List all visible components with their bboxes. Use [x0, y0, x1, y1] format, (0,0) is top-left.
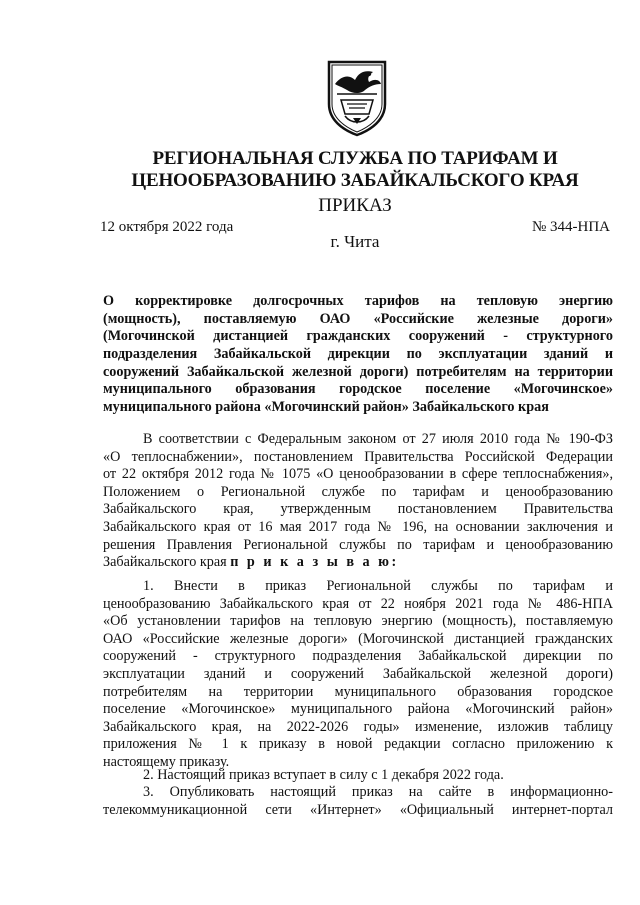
item1-line: настоящему приказу. [103, 753, 230, 770]
item1-line: Забайкальского края, на 2022-2026 годы» изменение, изложив таблицу [103, 718, 613, 735]
order-item-1 [103, 578, 613, 772]
item1-line: поселение «Могочинское» муниципального района «Могочинский район» [103, 701, 613, 718]
basis-line: решения Правления Региональной службы по тарифам и ценообразованию [103, 536, 613, 553]
subject-line: сооружений Забайкальской железной дороги) потребителям на территории [103, 363, 613, 380]
basis-line: Положением о Региональной службе по тарифам и ценообразованию [103, 483, 613, 500]
item1-line: ОАО «Российские железные дороги» (Могочинской дистанцией гражданских [103, 630, 613, 647]
subject-line: О корректировке долгосрочных тарифов на тепловую энергию [103, 293, 613, 309]
item1-line: эксплуатации зданий и сооружений Забайкальской железной дороги) [103, 665, 613, 682]
basis-last-text: Забайкальского края [103, 554, 231, 571]
basis-paragraph [103, 431, 613, 572]
document-city: г. Чита [330, 232, 380, 251]
item3-line: телекоммуникационной сети «Интернет» «Официальный интернет-портал [103, 801, 613, 818]
item3-line: 3. Опубликовать настоящий приказ на сайте в информационно- [143, 784, 613, 800]
subject-line: (мощность), поставляемую ОАО «Российские железные дороги» [103, 310, 613, 327]
item1-line: 1. Внести в приказ Региональной службы по тарифам и [143, 578, 613, 594]
item1-line: приложения № 1 к приказу в новой редакции согласно приложению к [103, 736, 613, 753]
subject-line: муниципального района «Могочинский район» Забайкальского края [103, 399, 549, 416]
order-item-2 [103, 767, 613, 785]
order-subject [103, 293, 613, 417]
org-title-line2: ЦЕНООБРАЗОВАНИЮ ЗАБАЙКАЛЬСКОГО КРАЯ [131, 170, 579, 191]
item1-line: сооружений - структурного подразделения Забайкальской дирекции по [103, 648, 613, 665]
basis-line: Забайкальского края от 16 мая 2017 года № 196, на основании заключения и [103, 518, 613, 535]
basis-line: «О теплоснабжении», постановлением Правительства Российской Федерации [103, 448, 613, 465]
basis-line [103, 554, 613, 572]
document-type: ПРИКАЗ [318, 195, 392, 216]
document-number: № 344-НПА [531, 219, 610, 235]
item1-line: ценообразованию Забайкальского края от 22 ноября 2021 года № 486-НПА [103, 595, 613, 612]
coat-of-arms-icon [325, 58, 389, 138]
document-date: 12 октября 2022 года [100, 219, 234, 235]
order-item-3 [103, 784, 613, 819]
subject-line: (Могочинской дистанцией гражданских сооружений - структурного [103, 328, 613, 345]
org-title-line1: РЕГИОНАЛЬНАЯ СЛУЖБА ПО ТАРИФАМ И [152, 148, 558, 169]
basis-line: Забайкальского края, утвержденным постановлением Правительства [103, 501, 613, 518]
item1-line: «Об установлении тарифов на тепловую энергию (мощность), поставляемую [103, 613, 613, 630]
item1-line: потребителям на территории муниципального образования городское [103, 683, 613, 700]
subject-line: муниципального образования городское поселение «Могочинское» [103, 381, 613, 398]
order-decree-word: п р и к а з ы в а ю: [230, 554, 399, 571]
subject-line: подразделения Забайкальской дирекции по эксплуатации зданий и [103, 346, 613, 363]
basis-line: В соответствии с Федеральным законом от 27 июля 2010 года № 190-ФЗ [143, 431, 613, 447]
basis-line: от 22 октября 2012 года № 1075 «О ценообразовании в сфере теплоснабжения», [103, 466, 613, 483]
org-title [100, 148, 610, 192]
item2-line: 2. Настоящий приказ вступает в силу с 1 декабря 2022 года. [143, 767, 504, 783]
